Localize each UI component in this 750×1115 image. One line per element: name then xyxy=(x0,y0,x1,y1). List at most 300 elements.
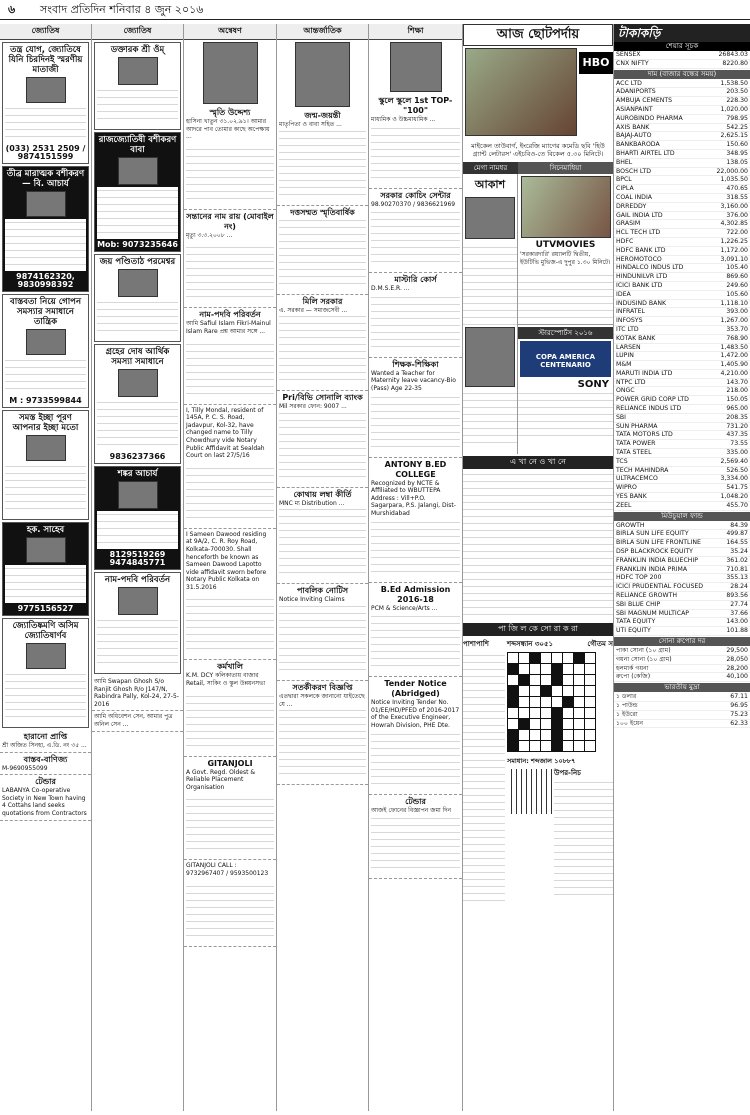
market-value: 731.20 xyxy=(726,422,748,430)
market-row xyxy=(614,566,750,575)
market-name: TATA POWER xyxy=(616,440,656,448)
market-name: DSP BLACKROCK EQUITY xyxy=(616,548,693,556)
sony-logo: SONY xyxy=(577,379,609,390)
crossword-cell[interactable] xyxy=(541,697,552,708)
classified-title: সতর্কীকরণ বিজ্ঞপ্তি xyxy=(292,682,353,692)
classified xyxy=(277,295,368,392)
classified-list xyxy=(369,94,462,879)
market-value: 75.23 xyxy=(730,710,748,718)
advert-title: সমস্ত ইচ্ছা পূরণ আপনার ইচ্ছা মতো xyxy=(12,413,79,433)
crossword-cell[interactable] xyxy=(519,653,530,664)
crossword-cell[interactable] xyxy=(552,664,563,675)
advert-body xyxy=(97,187,178,239)
classified-title: মিলি সরকার xyxy=(302,296,343,306)
crossword-cell[interactable] xyxy=(574,653,585,664)
classified-text: A Govt. Regd. Oldest & Reliable Placement Organisation xyxy=(186,768,256,791)
market-name: TECH MAHINDRA xyxy=(616,466,669,474)
classified-title: B.Ed Admission 2016-18 xyxy=(380,584,451,604)
advert-photo xyxy=(26,435,66,461)
classified xyxy=(369,273,462,358)
section-title: জ্যোতিষ xyxy=(92,24,183,40)
copa-logo: COPA AMERICA CENTENARIO xyxy=(520,341,611,377)
crossword-cell[interactable] xyxy=(574,697,585,708)
crossword-cell[interactable] xyxy=(585,686,596,697)
market-value: 164.55 xyxy=(726,539,748,547)
market-value: 335.00 xyxy=(726,449,748,457)
market-value: 2,569.40 xyxy=(720,457,748,465)
crossword-cell[interactable] xyxy=(541,653,552,664)
market-row xyxy=(614,141,750,150)
advert xyxy=(2,410,89,520)
market-row xyxy=(614,583,750,592)
market-value: 1,483.50 xyxy=(720,343,748,351)
market-value: 143.70 xyxy=(726,378,748,386)
crossword-cell[interactable] xyxy=(563,664,574,675)
crossword-cell[interactable] xyxy=(519,675,530,686)
market-row xyxy=(614,396,750,405)
classified-title: Tender Notice (Abridged) xyxy=(384,679,447,699)
crossword-cell[interactable] xyxy=(552,708,563,719)
crossword-cell[interactable] xyxy=(508,697,519,708)
market-value: 1,226.25 xyxy=(720,237,748,245)
classified: আমি Swapan Ghosh S/o Ranjit Ghosh R/o J147/N, Rabindra Pally, Kol-24, 27-5-2016 xyxy=(92,676,183,711)
schedule-text xyxy=(463,241,517,331)
market-value: 1,048.20 xyxy=(720,493,748,501)
classified-title: হারানো প্রাপ্তি xyxy=(23,732,68,741)
market-row xyxy=(614,702,750,711)
market-row xyxy=(614,326,750,335)
advert xyxy=(2,166,89,292)
clues-text xyxy=(463,652,505,907)
market-value: 1,472.00 xyxy=(720,352,748,360)
classified-body xyxy=(279,316,366,386)
market-name: IDEA xyxy=(616,290,631,298)
classified-text: MNC ম্য Distribution ... xyxy=(279,499,345,507)
classified-title: দত্তসম্মত স্মৃতিবার্ষিক xyxy=(290,207,355,217)
crossword-cell[interactable] xyxy=(508,719,519,730)
tv-banner: আজ ছোটপর্দায় xyxy=(463,24,613,46)
advert-title: ডক্তারক শ্রী ওঁম্ xyxy=(110,45,165,55)
market-name: RELIANCE INDUS LTD xyxy=(616,405,682,413)
crossword-cell[interactable] xyxy=(541,741,552,752)
advert-body xyxy=(5,357,86,395)
market-name: BIRLA SUN LIFE FRONTLINE xyxy=(616,539,701,547)
market-row xyxy=(614,548,750,557)
advert-photo xyxy=(26,643,66,669)
market-value: 1,172.00 xyxy=(720,246,748,254)
section-cinema: সিনেমাধিয়া xyxy=(518,162,613,174)
solution-grid xyxy=(507,769,552,814)
mf-head: মিউচুয়াল ফান্ড xyxy=(614,512,750,521)
market-name: ZEEL xyxy=(616,501,632,509)
market-row xyxy=(614,370,750,379)
crossword-cell[interactable] xyxy=(585,653,596,664)
crossword-cell[interactable] xyxy=(552,686,563,697)
crossword-cell[interactable] xyxy=(585,664,596,675)
classified xyxy=(369,677,462,794)
crossword-cell[interactable] xyxy=(585,708,596,719)
classified-body xyxy=(186,241,274,303)
advert-body xyxy=(5,565,86,603)
market-row xyxy=(614,414,750,423)
crossword-cell[interactable] xyxy=(563,741,574,752)
market-name: BHARTI AIRTEL LTD xyxy=(616,149,675,157)
crossword-cell[interactable] xyxy=(508,653,519,664)
advert-photo xyxy=(118,369,158,397)
market-name: FRANKLIN INDIA PRIMA xyxy=(616,565,688,573)
crossword-cell[interactable] xyxy=(541,719,552,730)
market-row xyxy=(614,282,750,291)
classified-text: শ্রী অজিত সিনহা, এ.ডি. নং ৩৫ ... xyxy=(2,742,87,749)
market-name: ICICI PRUDENTIAL FOCUSED xyxy=(616,583,704,591)
crossword-cell[interactable] xyxy=(530,708,541,719)
market-value: 138.05 xyxy=(726,158,748,166)
advert-body xyxy=(97,399,178,451)
advert-phone: 9775156527 xyxy=(17,604,74,613)
crossword-cell[interactable] xyxy=(563,686,574,697)
crossword-cell[interactable] xyxy=(519,719,530,730)
market-name: MARUTI INDIA LTD xyxy=(616,369,673,377)
crossword-cell[interactable] xyxy=(541,686,552,697)
classified-body xyxy=(186,793,274,855)
market-name: SENSEX xyxy=(616,51,641,58)
market-row xyxy=(614,627,750,636)
crossword-cell[interactable] xyxy=(508,675,519,686)
crossword-cell[interactable] xyxy=(519,664,530,675)
market-row xyxy=(614,711,750,720)
market-brand: টাকাকড়ি xyxy=(614,24,750,42)
market-value: 376.00 xyxy=(726,211,748,219)
market-row xyxy=(614,220,750,229)
market-value: 22,000.00 xyxy=(716,167,748,175)
market-name: SUN PHARMA xyxy=(616,422,658,430)
classified-body xyxy=(279,413,366,483)
crossword-cell[interactable] xyxy=(508,664,519,675)
market-row xyxy=(614,51,750,60)
advert-body xyxy=(5,671,86,723)
market-name: NTPC LTD xyxy=(616,378,646,386)
classified-text: GITANJOLI CALL : 9732967407 / 9593500123 xyxy=(186,862,269,878)
market-row xyxy=(614,168,750,177)
classified-list xyxy=(184,106,276,947)
classified-body xyxy=(371,126,460,184)
market-row xyxy=(614,132,750,141)
crossword-cell[interactable] xyxy=(585,697,596,708)
classified-text: মাতৃপিতা ও বাবা সহিত ... xyxy=(279,121,342,128)
market-name: INFRATEL xyxy=(616,308,645,316)
advert-body xyxy=(97,617,178,669)
market-row xyxy=(614,522,750,531)
advert-photo xyxy=(26,77,66,103)
market-value: 4,210.00 xyxy=(720,369,748,377)
classified-title: স্মৃতি উদ্দেশ্য xyxy=(209,108,251,117)
crossword-cell[interactable] xyxy=(530,730,541,741)
crossword-cell[interactable] xyxy=(563,719,574,730)
market-row xyxy=(614,574,750,583)
market-value: 218.00 xyxy=(726,387,748,395)
market-row xyxy=(614,247,750,256)
crossword-cell[interactable] xyxy=(519,741,530,752)
market-row xyxy=(614,361,750,370)
market-name: KOTAK BANK xyxy=(616,334,656,342)
advert-photo xyxy=(26,329,66,355)
classified xyxy=(184,308,276,404)
market-name: ADANIPORTS xyxy=(616,88,656,96)
market-name: AMBUJA CEMENTS xyxy=(616,97,673,105)
market-row xyxy=(614,449,750,458)
market-name: LUPIN xyxy=(616,352,634,360)
advert xyxy=(94,42,181,130)
market-name: POWER GRID CORP LTD xyxy=(616,396,689,404)
crossword-cell[interactable] xyxy=(519,730,530,741)
market-row xyxy=(614,291,750,300)
classified-text: Wanted a Teacher for Maternity leave vacancy-Bio (Pass) Age 22-35 xyxy=(371,369,456,392)
crossword-cell[interactable] xyxy=(552,741,563,752)
classified xyxy=(184,210,276,309)
crossword-cell[interactable] xyxy=(508,686,519,697)
market-value: 29,500 xyxy=(726,647,748,654)
crossword-cell[interactable] xyxy=(519,686,530,697)
classified-text: D.M.S.E.R. ... xyxy=(371,285,410,293)
market-row xyxy=(614,467,750,476)
market-name: AUROBINDO PHARMA xyxy=(616,114,683,122)
crossword-cell[interactable] xyxy=(541,675,552,686)
crossword-cell[interactable] xyxy=(530,653,541,664)
crossword-cell[interactable] xyxy=(552,653,563,664)
market-name: GAIL INDIA LTD xyxy=(616,211,663,219)
market-name: ITC LTD xyxy=(616,325,639,333)
classified-title: শিক্ষক-শিক্ষিকা xyxy=(392,359,439,369)
advert-body xyxy=(97,87,178,125)
crossword-cell[interactable] xyxy=(519,697,530,708)
crossword-cell[interactable] xyxy=(552,730,563,741)
crossword-cell[interactable] xyxy=(530,686,541,697)
advert-title: শঙ্কর আচার্য xyxy=(117,469,158,479)
market-name: WIPRO xyxy=(616,484,637,492)
classified-body xyxy=(371,295,460,353)
market-row xyxy=(614,264,750,273)
advert-title: হক. সাহেব xyxy=(26,525,65,535)
column-astrology-1 xyxy=(0,24,92,1111)
market-value: 353.70 xyxy=(726,325,748,333)
advert-title: জয় পণ্ডিতাঠ পরমেশ্বর xyxy=(99,257,176,267)
market-row xyxy=(614,115,750,124)
market-row xyxy=(614,352,750,361)
aakash-logo: আকাশ xyxy=(474,178,506,191)
market-name: পাকা সোনা (১০ গ্রাম) xyxy=(616,647,671,654)
crossword-grid[interactable] xyxy=(507,652,596,752)
sports-schedule xyxy=(518,392,613,442)
classified xyxy=(0,753,91,776)
crossword-cell[interactable] xyxy=(563,653,574,664)
market-name: GROWTH xyxy=(616,521,645,529)
market-name: BAJAJ-AUTO xyxy=(616,132,652,140)
advert-photo xyxy=(26,537,66,563)
classified xyxy=(184,106,276,210)
market-value: 84.39 xyxy=(730,521,748,529)
market-value: 1,405.90 xyxy=(720,361,748,369)
market-name: M&M xyxy=(616,361,632,369)
classified-text: Mil সরকার ফোন: 9007 ... xyxy=(279,403,347,411)
market-name: AXIS BANK xyxy=(616,123,650,131)
page-header xyxy=(0,0,750,20)
crossword-cell[interactable] xyxy=(519,708,530,719)
market-name: INDUSIND BANK xyxy=(616,299,667,307)
market-value: 1,020.00 xyxy=(720,105,748,113)
market-value: 361.02 xyxy=(726,556,748,564)
classified-body xyxy=(186,338,274,400)
market-value: 965.00 xyxy=(726,405,748,413)
market-name: গয়না সোনা (১০ গ্রাম) xyxy=(616,655,672,663)
classified-title: মাস্টারি কোর্স xyxy=(394,275,437,285)
market-row xyxy=(614,539,750,548)
crossword-cell[interactable] xyxy=(541,708,552,719)
classified-text: LABANYA Co-operative Society in New Town having 4 Cottahs land seeks quotations from Contractors xyxy=(2,787,87,817)
crossword-cell[interactable] xyxy=(563,708,574,719)
classified xyxy=(184,529,276,661)
crossword-cell[interactable] xyxy=(574,675,585,686)
classified-text: I, Tilly Mondal, resident of 145A, P. C. S. Road, Jadavpur, Kol-32, have changed name to Tilly Chowdhury vide Notary Public Affidavit at Sealdah Court on last 27/5/16 xyxy=(186,406,265,460)
market-value: 28,200 xyxy=(726,664,748,672)
down-clues xyxy=(554,781,613,901)
market-row xyxy=(614,665,750,674)
crossword-cell[interactable] xyxy=(574,708,585,719)
crossword-cell[interactable] xyxy=(530,741,541,752)
crossword-cell[interactable] xyxy=(563,697,574,708)
crossword-cell[interactable] xyxy=(508,708,519,719)
crossword-cell[interactable] xyxy=(585,741,596,752)
classified-body xyxy=(279,131,366,201)
market-row xyxy=(614,88,750,97)
crossword-cell[interactable] xyxy=(530,719,541,730)
market-name: CIPLA xyxy=(616,185,634,193)
market-value: 3,160.00 xyxy=(720,202,748,210)
crossword-cell[interactable] xyxy=(574,664,585,675)
advert xyxy=(94,254,181,342)
market-name: HINDALCO INDUS LTD xyxy=(616,264,684,272)
crossword-cell[interactable] xyxy=(541,664,552,675)
classified-text: PCM & Science/Arts ... xyxy=(371,604,438,612)
crossword-cell[interactable] xyxy=(552,719,563,730)
market-name: ASIANPAINT xyxy=(616,105,653,113)
market-column xyxy=(614,24,750,1111)
classified-body xyxy=(371,210,460,268)
crossword-cell[interactable] xyxy=(530,664,541,675)
classified-body xyxy=(371,614,460,672)
classified-title: নাম-পদবি পরিবর্তন xyxy=(199,310,261,320)
market-row xyxy=(614,106,750,115)
classified-body xyxy=(279,220,366,290)
column-education-5 xyxy=(369,24,463,1111)
now-head: এ খা নে ও খা নে xyxy=(463,456,613,469)
market-row xyxy=(614,273,750,282)
classified-body xyxy=(279,606,366,676)
advert-phone: Mob: 9073235646 xyxy=(97,240,178,249)
stocks-head: দাম (বাজার বন্ধের সময়) xyxy=(614,70,750,79)
market-value: 1,118.10 xyxy=(720,299,748,307)
film-schedule xyxy=(518,269,613,324)
crossword-cell[interactable] xyxy=(552,697,563,708)
classified-text: Recognized by NCTE & Affiliated to WBUTTEPA Address : Vill+P.O. Sagarpara, P.S. Jalangi, Dist-Murshidabad xyxy=(371,479,456,517)
market-value: 1,035.50 xyxy=(720,176,748,184)
crossword-cell[interactable] xyxy=(585,719,596,730)
classified xyxy=(369,458,462,583)
classified xyxy=(369,358,462,458)
classified xyxy=(184,660,276,756)
market-name: ১০০ ইয়েন xyxy=(616,719,644,727)
crossword-cell[interactable] xyxy=(585,730,596,741)
crossword-cell[interactable] xyxy=(563,675,574,686)
market-row xyxy=(614,300,750,309)
section-title: আন্তর্জাতিক xyxy=(277,24,368,40)
market-row xyxy=(614,440,750,449)
market-name: ১ ডলার xyxy=(616,693,637,701)
advert-body xyxy=(97,299,178,337)
market-value: 101.88 xyxy=(726,627,748,635)
advert-title: গ্রহের দোষ আর্থিক সমস্যা সমাধানে xyxy=(105,347,170,367)
tv-column xyxy=(463,24,614,1111)
advert-title: তন্ত্র যোগ, জ্যোতিষে যিনি চিরদিনই স্মরণীয় মাতাজী xyxy=(8,45,83,75)
sports-banner: স্টারস্পোর্টস ২০১৬ xyxy=(518,327,613,339)
advert-title: নাম-পদবি পরিবর্তন xyxy=(104,575,171,585)
market-name: HDFC BANK LTD xyxy=(616,246,666,254)
crossword-cell[interactable] xyxy=(508,730,519,741)
market-name: SBI MAGNUM MULTICAP xyxy=(616,609,690,617)
market-row xyxy=(614,493,750,502)
classified-body xyxy=(186,593,274,655)
market-value: 455.70 xyxy=(726,501,748,509)
crossword-cell[interactable] xyxy=(541,730,552,741)
classified-title: স্কুলে স্কুলে 1st TOP-"100" xyxy=(378,96,453,115)
market-row xyxy=(614,344,750,353)
classified xyxy=(277,488,368,585)
market-row xyxy=(614,60,750,69)
classified xyxy=(184,757,276,861)
classified-title: Pri/বিভি সোনালি ব্যাংক xyxy=(282,393,363,403)
down-label: উপর-নিচ xyxy=(554,769,581,777)
crossword-cell[interactable] xyxy=(574,719,585,730)
advert-photo xyxy=(118,587,158,615)
market-value: 73.55 xyxy=(730,440,748,448)
crossword-cell[interactable] xyxy=(574,741,585,752)
market-row xyxy=(614,484,750,493)
crossword-cell[interactable] xyxy=(574,686,585,697)
market-row xyxy=(614,610,750,619)
crossword-cell[interactable] xyxy=(530,697,541,708)
market-name: DRREDDY xyxy=(616,202,647,210)
advert xyxy=(94,132,181,252)
advert-title: জ্যোতিষ্কমণি অসিম জ্যোতিষার্ণব xyxy=(12,621,79,641)
advert xyxy=(94,344,181,464)
market-value: 62.33 xyxy=(730,719,748,727)
hbo-logo: HBO xyxy=(579,52,613,74)
mf-list xyxy=(614,522,750,636)
market-value: 893.56 xyxy=(726,592,748,600)
classified-body xyxy=(371,395,460,453)
classified xyxy=(277,206,368,295)
crossword-cell[interactable] xyxy=(585,675,596,686)
crossword-cell[interactable] xyxy=(563,730,574,741)
crossword-cell[interactable] xyxy=(508,741,519,752)
show-still xyxy=(465,327,515,387)
market-row xyxy=(614,150,750,159)
market-name: COAL INDIA xyxy=(616,193,653,201)
market-value: 150.05 xyxy=(726,396,748,404)
section-mega: মেগা নামধর xyxy=(463,162,518,174)
crossword-cell[interactable] xyxy=(530,675,541,686)
crossword-cell[interactable] xyxy=(552,675,563,686)
crossword-cell[interactable] xyxy=(574,730,585,741)
